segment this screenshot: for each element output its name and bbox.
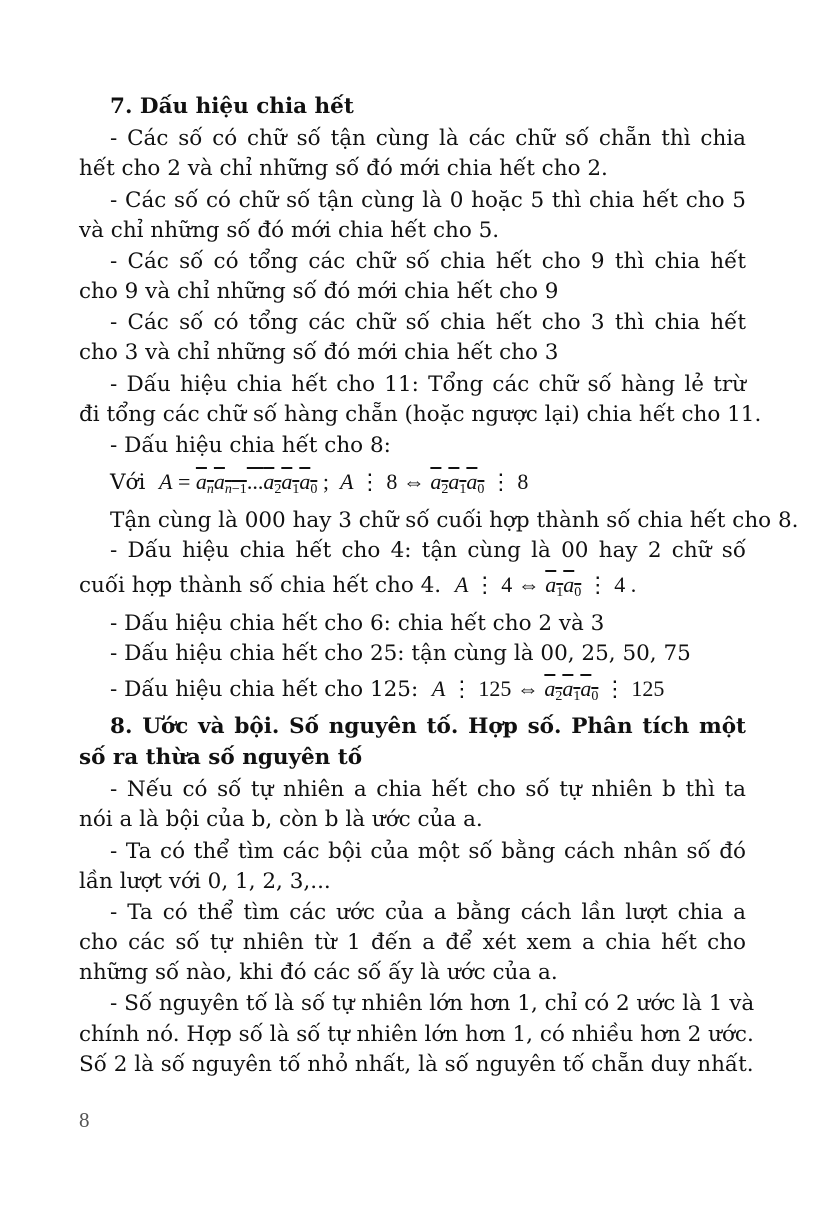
rule-11-line-1: - Dấu hiệu chia hết cho 11: Tổng các chữ số hàng lẻ trừ bbox=[110, 372, 746, 397]
rule-3-line-1: - Các số có tổng các chữ số chia hết cho 3 thì chia hết bbox=[110, 310, 746, 335]
rule-3-line-2: cho 3 và chỉ những số đó mới chia hết cho 3 bbox=[79, 340, 559, 365]
rule-5-line-2: và chỉ những số đó mới chia hết cho 5. bbox=[79, 218, 500, 243]
rule-25: - Dấu hiệu chia hết cho 25: tận cùng là 00, 25, 50, 75 bbox=[110, 641, 691, 666]
section-7-heading: 7. Dấu hiệu chia hết bbox=[110, 94, 354, 119]
rule-6: - Dấu hiệu chia hết cho 6: chia hết cho 2 và 3 bbox=[110, 611, 605, 636]
divisors-line-3: những số nào, khi đó các số ấy là ước của a. bbox=[79, 960, 558, 985]
section-8-heading-line-1: 8. Ước và bội. Số nguyên tố. Hợp số. Phân tích một bbox=[110, 714, 746, 739]
prime-line-1: - Số nguyên tố là số tự nhiên lớn hơn 1, chỉ có 2 ước là 1 và bbox=[110, 991, 755, 1016]
multiples-line-1: - Ta có thể tìm các bội của một số bằng cách nhân số đó bbox=[110, 839, 746, 864]
prime-line-3: Số 2 là số nguyên tố nhỏ nhất, là số nguyên tố chẵn duy nhất. bbox=[79, 1052, 754, 1077]
rule-125-formula: A ⋮ 125 ⇔ $a_2a_1a_0$ ⋮ 125 bbox=[431, 676, 665, 704]
rule-4-line-1: - Dấu hiệu chia hết cho 4: tận cùng là 00 hay 2 chữ số bbox=[110, 538, 746, 563]
divisor-def-line-2: nói a là bội của b, còn b là ước của a. bbox=[79, 807, 483, 832]
rule-8-formula-math: $A = a_na_{n-1}...a_2a_1a_0$ ; A ⋮ 8 ⇔ $a_2a_1a_0$ ⋮ 8 bbox=[159, 469, 529, 497]
rule-4-formula: A ⋮ 4 ⇔ $a_1a_0$ ⋮ 4 . bbox=[454, 572, 637, 600]
rule-125 bbox=[79, 674, 746, 705]
rule-4-text: cuối hợp thành số chia hết cho 4. bbox=[79, 573, 442, 598]
rule-2-line-2: hết cho 2 và chỉ những số đó mới chia hết cho 2. bbox=[79, 156, 608, 181]
divisors-line-2: cho các số tự nhiên từ 1 đến a để xét xem a chia hết cho bbox=[79, 930, 746, 955]
multiples-line-2: lần lượt với 0, 1, 2, 3,... bbox=[79, 869, 331, 894]
rule-2-line-1: - Các số có chữ số tận cùng là các chữ số chẵn thì chia bbox=[110, 126, 746, 151]
rule-8-formula-prefix: Với bbox=[110, 470, 146, 495]
rule-8-note: Tận cùng là 000 hay 3 chữ số cuối hợp thành số chia hết cho 8. bbox=[110, 508, 799, 533]
divisor-def-line-1: - Nếu có số tự nhiên a chia hết cho số tự nhiên b thì ta bbox=[110, 777, 746, 802]
rule-9-line-1: - Các số có tổng các chữ số chia hết cho 9 thì chia hết bbox=[110, 249, 746, 274]
divisors-line-1: - Ta có thể tìm các ước của a bằng cách lần lượt chia a bbox=[110, 900, 746, 925]
rule-4-line-2 bbox=[79, 570, 746, 601]
rule-5-line-1: - Các số có chữ số tận cùng là 0 hoặc 5 thì chia hết cho 5 bbox=[110, 188, 746, 213]
prime-line-2: chính nó. Hợp số là số tự nhiên lớn hơn 1, có nhiều hơn 2 ước. bbox=[79, 1022, 754, 1047]
rule-9-line-2: cho 9 và chỉ những số đó mới chia hết cho 9 bbox=[79, 279, 559, 304]
rule-11-line-2: đi tổng các chữ số hàng chẵn (hoặc ngược lại) chia hết cho 11. bbox=[79, 402, 762, 427]
rule-8-title: - Dấu hiệu chia hết cho 8: bbox=[110, 433, 391, 458]
rule-125-text: - Dấu hiệu chia hết cho 125: bbox=[110, 677, 419, 702]
rule-8-formula bbox=[79, 467, 746, 498]
page-number: 8 bbox=[79, 1108, 90, 1132]
section-8-heading-line-2: số ra thừa số nguyên tố bbox=[79, 745, 363, 770]
